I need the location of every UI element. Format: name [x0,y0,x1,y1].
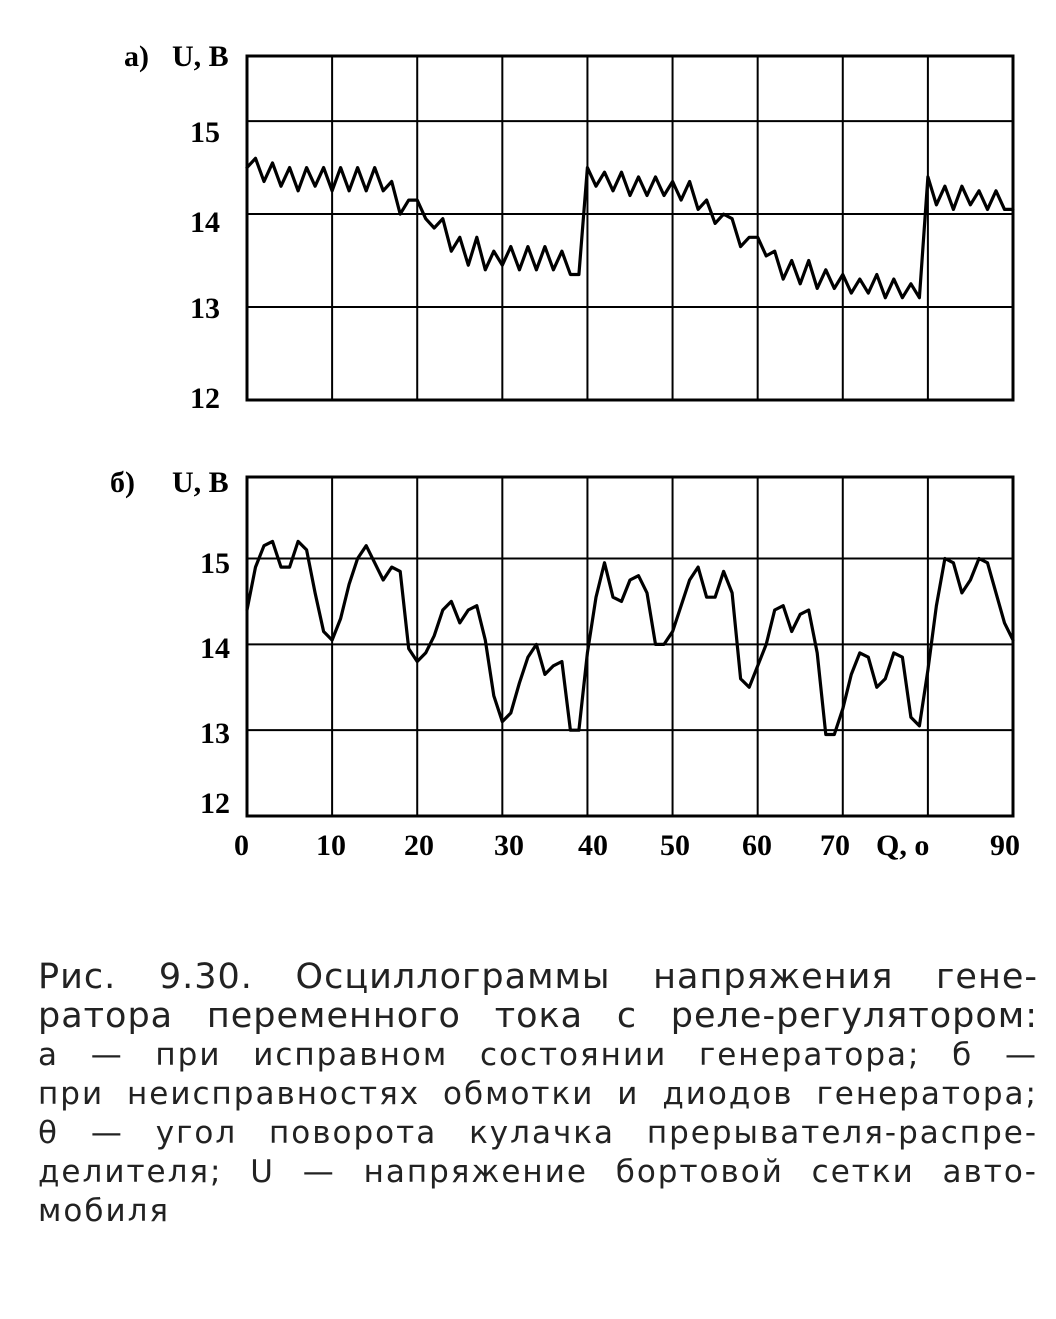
grid-a [247,56,1013,400]
x-tick-label: 40 [578,829,608,862]
y-tick-label: 12 [200,787,230,820]
x-tick-label: 70 [820,829,850,862]
y-tick-label: 14 [200,632,230,665]
x-tick-label: 50 [660,829,690,862]
y-tick-label: 15 [190,116,220,149]
figure-caption [38,958,1038,1231]
caption-line: а — при исправном состоянии генератора; б — [38,1037,1038,1073]
chart-panel-a [124,40,1013,415]
x-tick-label: 10 [316,829,346,862]
plot-frame [247,56,1013,400]
x-tick-label: 60 [742,829,772,862]
caption-line: θ — угол поворота кулачка прерывателя-распре- [38,1115,1038,1151]
caption-line: Рис. 9.30. Осциллограммы напряжения гене- [38,957,1038,997]
y-tick-label: 15 [200,547,230,580]
y-axis-label-a: U, В [172,40,229,73]
x-tick-label: 20 [404,829,434,862]
y-axis-label-b: U, В [172,466,229,499]
x-tick-label: 30 [494,829,524,862]
grid-b [247,477,1013,816]
y-tick-label: 13 [200,717,230,750]
plot-frame [247,477,1013,816]
panel-label-b: б) [110,466,135,499]
series-line-b [247,541,1013,734]
caption-line: мобиля [38,1193,171,1229]
y-tick-label: 12 [190,382,220,415]
caption-line: делителя; U — напряжение бортовой сетки авто- [38,1154,1038,1190]
y-tick-label: 14 [190,206,220,239]
caption-line: при неисправностях обмотки и диодов генератора; [38,1076,1038,1112]
x-axis-label: Q, о [876,829,930,862]
caption-line: ратора переменного тока с реле-регулятором: [38,996,1038,1036]
chart-panel-b [110,466,1020,862]
panel-label-a: а) [124,40,149,73]
x-tick-label: 0 [234,829,249,862]
x-tick-label: 90 [990,829,1020,862]
series-line-a [247,158,1013,297]
y-tick-label: 13 [190,292,220,325]
